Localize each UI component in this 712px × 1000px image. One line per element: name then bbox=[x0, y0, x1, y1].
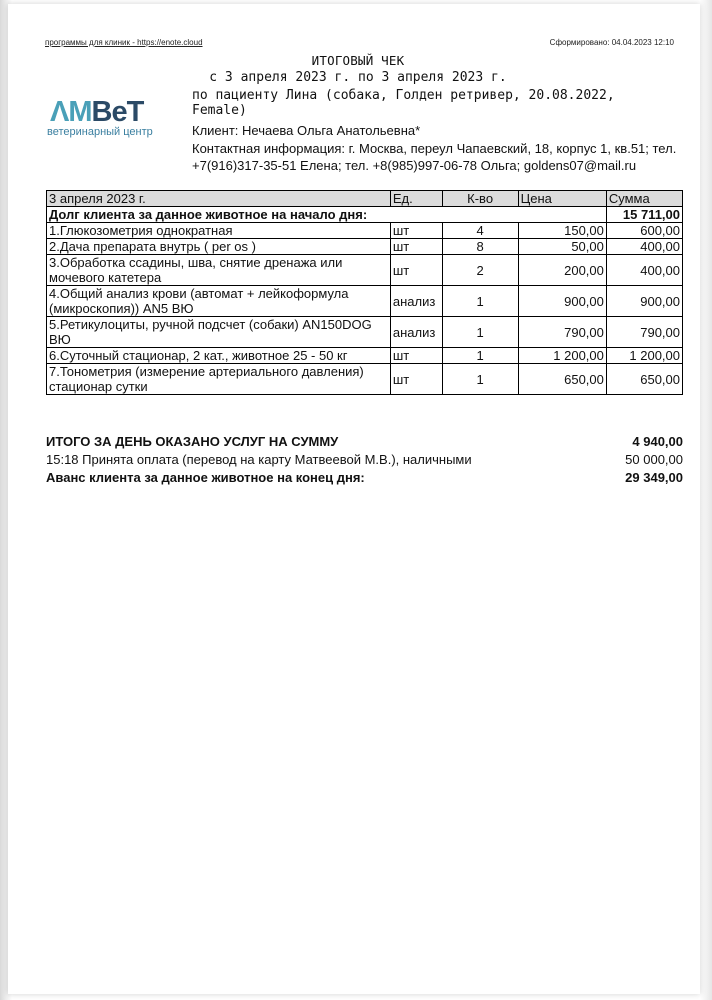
service-qty: 1 bbox=[442, 286, 518, 317]
service-qty: 1 bbox=[442, 317, 518, 348]
service-price: 900,00 bbox=[518, 286, 606, 317]
service-unit: шт bbox=[390, 364, 442, 395]
debt-row bbox=[47, 207, 683, 223]
advance-label: Аванс клиента за данное животное на конец дня: bbox=[46, 470, 365, 485]
service-qty: 8 bbox=[442, 239, 518, 255]
table-row bbox=[47, 317, 683, 348]
service-unit: шт bbox=[390, 348, 442, 364]
service-price: 650,00 bbox=[518, 364, 606, 395]
payment-value: 50 000,00 bbox=[625, 452, 683, 467]
debt-value: 15 711,00 bbox=[606, 207, 682, 223]
sum-header: Сумма bbox=[606, 191, 682, 207]
service-name: 6.Суточный стационар, 2 кат., животное 25 - 50 кг bbox=[47, 348, 391, 364]
services-table bbox=[46, 190, 683, 395]
advance-row bbox=[46, 469, 683, 487]
table-row bbox=[47, 239, 683, 255]
service-sum: 790,00 bbox=[606, 317, 682, 348]
service-sum: 400,00 bbox=[606, 255, 682, 286]
services-total-value: 4 940,00 bbox=[632, 434, 683, 449]
client-name: Клиент: Нечаева Ольга Анатольевна* bbox=[192, 123, 421, 138]
service-sum: 400,00 bbox=[606, 239, 682, 255]
service-qty: 1 bbox=[442, 348, 518, 364]
receipt-page bbox=[8, 4, 700, 994]
enote-link[interactable]: программы для клиник - https://enote.cloud bbox=[45, 38, 203, 47]
service-unit: шт bbox=[390, 223, 442, 239]
payment-row bbox=[46, 451, 683, 469]
date-header: 3 апреля 2023 г. bbox=[47, 191, 391, 207]
table-row bbox=[47, 255, 683, 286]
services-total-row bbox=[46, 433, 683, 451]
table-row bbox=[47, 286, 683, 317]
table-header-row bbox=[47, 191, 683, 207]
service-name: 3.Обработка ссадины, шва, снятие дренажа или мочевого катетера bbox=[47, 255, 391, 286]
patient-info: по пациенту Лина (собака, Голден ретривер, 20.08.2022, Female) bbox=[192, 88, 615, 118]
table-row bbox=[47, 364, 683, 395]
payment-label: 15:18 Принята оплата (перевод на карту Матвеевой М.В.), наличными bbox=[46, 452, 472, 467]
service-qty: 2 bbox=[442, 255, 518, 286]
service-name: 5.Ретикулоциты, ручной подсчет (собаки) AN150DOG ВЮ bbox=[47, 317, 391, 348]
service-price: 150,00 bbox=[518, 223, 606, 239]
service-sum: 600,00 bbox=[606, 223, 682, 239]
price-header: Цена bbox=[518, 191, 606, 207]
receipt-title: ИТОГОВЫЙ ЧЕК bbox=[311, 53, 405, 68]
service-unit: анализ bbox=[390, 317, 442, 348]
clinic-logo bbox=[46, 98, 194, 142]
service-sum: 900,00 bbox=[606, 286, 682, 317]
service-unit: анализ bbox=[390, 286, 442, 317]
service-price: 1 200,00 bbox=[518, 348, 606, 364]
debt-label: Долг клиента за данное животное на начало дня: bbox=[47, 207, 607, 223]
service-qty: 1 bbox=[442, 364, 518, 395]
service-sum: 650,00 bbox=[606, 364, 682, 395]
service-sum: 1 200,00 bbox=[606, 348, 682, 364]
service-name: 2.Дача препарата внутрь ( per os ) bbox=[47, 239, 391, 255]
service-price: 50,00 bbox=[518, 239, 606, 255]
qty-header: К-во bbox=[442, 191, 518, 207]
table-row bbox=[47, 348, 683, 364]
service-price: 790,00 bbox=[518, 317, 606, 348]
service-name: 7.Тонометрия (измерение артериального давления) стационар сутки bbox=[47, 364, 391, 395]
service-price: 200,00 bbox=[518, 255, 606, 286]
client-contacts: Контактная информация: г. Москва, переул Чапаевский, 18, корпус 1, кв.51; тел. +7(916)317-35-51 Елена; тел. +8(985)997-06-78 Ольга; goldens07@mail.ru bbox=[192, 141, 677, 173]
logo-name: ΛMВеТ bbox=[50, 96, 144, 128]
service-name: 1.Глюкозометрия однократная bbox=[47, 223, 391, 239]
advance-value: 29 349,00 bbox=[625, 470, 683, 485]
logo-subtitle: ветеринарный центр bbox=[47, 126, 153, 138]
unit-header: Ед. bbox=[390, 191, 442, 207]
service-name: 4.Общий анализ крови (автомат + лейкоформула (микроскопия)) AN5 ВЮ bbox=[47, 286, 391, 317]
table-row bbox=[47, 223, 683, 239]
generated-timestamp: Сформировано: 04.04.2023 12:10 bbox=[549, 38, 674, 47]
totals-section bbox=[46, 433, 683, 487]
service-unit: шт bbox=[390, 239, 442, 255]
receipt-period: с 3 апреля 2023 г. по 3 апреля 2023 г. bbox=[209, 70, 507, 85]
service-qty: 4 bbox=[442, 223, 518, 239]
service-unit: шт bbox=[390, 255, 442, 286]
services-total-label: ИТОГО ЗА ДЕНЬ ОКАЗАНО УСЛУГ НА СУММУ bbox=[46, 434, 339, 449]
